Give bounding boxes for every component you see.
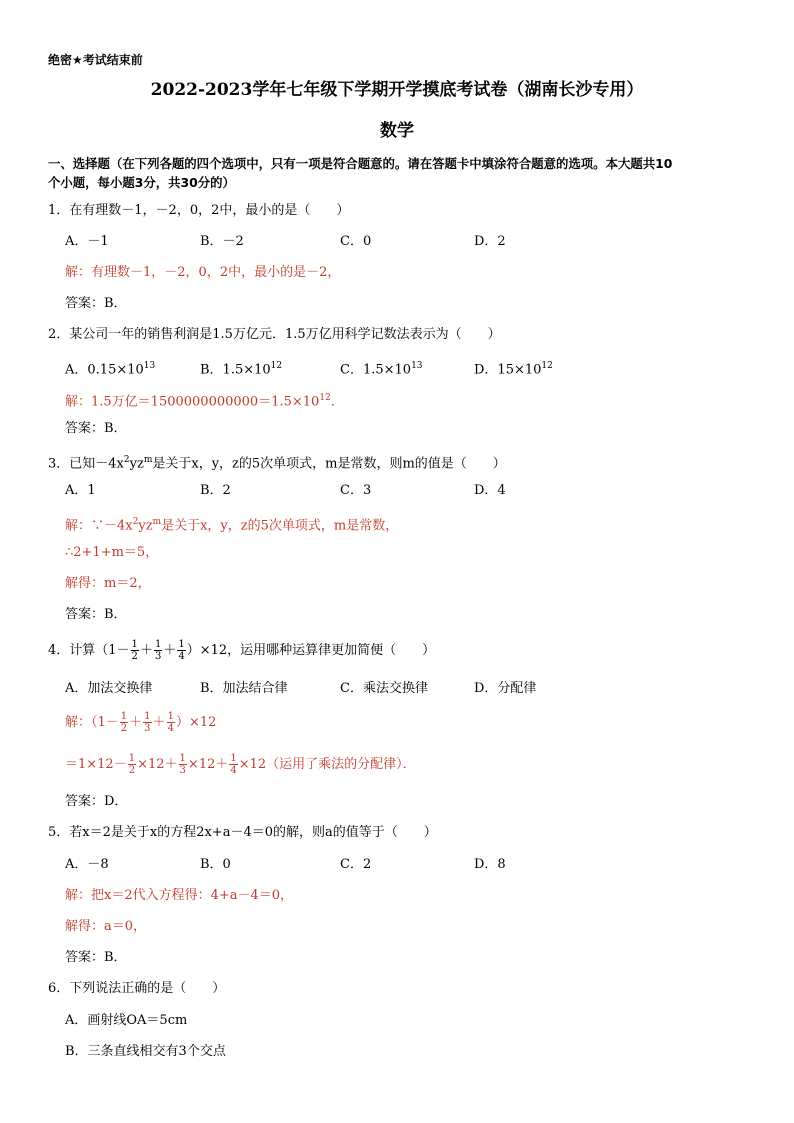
q3-solution-line1: 解：$\because-4x^2yz^m$是关于x，y，z的5次单项式，m是常数， (65, 517, 399, 534)
q5-option-a: A．－8 (65, 857, 109, 872)
q4-solution-line2: ＝1×12－ $\frac{1}{2}$ ×12＋ $\frac{1}{3}$ ×12＋ $\frac{1}{4}$ ×12（运用了乘法的分配律）． (65, 753, 416, 776)
fraction-one-half: $\frac{1}{2}$ (120, 711, 128, 734)
q5-solution-line2: 解得：a＝0， (65, 919, 147, 934)
fraction-one-third: $\frac{1}{3}$ (179, 753, 186, 776)
subject-title: 数学 (380, 121, 414, 141)
q1-option-d: D．2 (474, 234, 506, 249)
q3-answer: 答案：B． (65, 607, 127, 622)
q1-option-b: B．－2 (200, 234, 244, 249)
q6-option-b: B．三条直线相交有3个交点 (65, 1044, 226, 1059)
q2-option-c: C．$1.5\times 10^{13}$ (340, 361, 423, 378)
q4-stem: 4．计算（1－ $\frac{1}{2}$ ＋ $\frac{1}{3}$ ＋ $\frac{1}{4}$ ）×12，运用哪种运算律更加简便（ ） (48, 639, 436, 662)
q3-option-c: C．3 (340, 483, 372, 498)
q3-option-d: D．4 (474, 483, 506, 498)
confidential-mark: 绝密★考试结束前 (48, 53, 143, 67)
q5-stem: 5．若x＝2是关于x的方程2x+a－4＝0的解，则a的值等于（ ） (48, 825, 437, 840)
q2-stem: 2．某公司一年的销售利润是1.5万亿元．1.5万亿用科学记数法表示为（ ） (48, 327, 501, 342)
q1-solution: 解：有理数－1，－2，0，2中，最小的是－2， (65, 265, 341, 280)
fraction-one-third: $\frac{1}{3}$ (144, 711, 151, 734)
fraction-one-half: $\frac{1}{2}$ (128, 753, 136, 776)
q5-option-c: C．2 (340, 857, 372, 872)
q1-option-a: A．－1 (65, 234, 109, 249)
q3-option-b: B．2 (200, 483, 231, 498)
q2-option-a: A．$0.15\times 10^{13}$ (65, 361, 156, 378)
q6-option-a: A．画射线OA＝5cm (65, 1013, 188, 1028)
q3-solution-line3: 解得：m＝2， (65, 576, 151, 591)
q4-solution-line1: 解：（1－ $\frac{1}{2}$ ＋ $\frac{1}{3}$ ＋ $\frac{1}{4}$ ）×12 (65, 711, 217, 734)
section-heading-line2: 个小题，每小题3分，共30分的） (48, 175, 235, 190)
q1-option-c: C．0 (340, 234, 372, 249)
q4-option-c: C．乘法交换律 (340, 681, 428, 696)
q2-option-d: D．$15\times 10^{12}$ (474, 361, 553, 378)
q5-option-b: B．0 (200, 857, 231, 872)
q5-solution-line1: 解：把x＝2代入方程得：4+a－4＝0， (65, 888, 294, 903)
exam-title: 2022-2023学年七年级下学期开学摸底考试卷（湖南长沙专用） (150, 80, 644, 100)
q2-answer: 答案：B． (65, 421, 127, 436)
q3-option-a: A．1 (65, 483, 96, 498)
q4-option-a: A．加法交换律 (65, 681, 153, 696)
q6-stem: 6．下列说法正确的是（ ） (48, 981, 226, 996)
fraction-one-half: $\frac{1}{2}$ (131, 639, 138, 662)
q3-solution-line2: ∴2+1+m＝5， (65, 545, 159, 560)
q1-stem: 1．在有理数－1，－2，0，2中，最小的是（ ） (48, 203, 350, 218)
q2-option-b: B．$1.5\times 10^{12}$ (200, 361, 283, 378)
section-heading-line1: 一、选择题（在下列各题的四个选项中，只有一项是符合题意的。请在答题卡中填涂符合题意的选项。本大题共10 (48, 156, 673, 171)
q4-answer: 答案：D． (65, 794, 128, 809)
fraction-one-quarter: $\frac{1}{4}$ (167, 711, 174, 734)
q5-answer: 答案：B． (65, 950, 127, 965)
fraction-one-third: $\frac{1}{3}$ (154, 639, 162, 662)
fraction-one-quarter: $\frac{1}{4}$ (178, 639, 185, 662)
q3-stem: 3．已知$-4x^2yz^m$是关于x，y，z的5次单项式，m是常数，则m的值是（ ） (48, 455, 506, 472)
q5-option-d: D．8 (474, 857, 506, 872)
q1-answer: 答案：B． (65, 296, 127, 311)
q2-solution: 解：1.5万亿$=1500000000000=1.5\times 10^{12}$． (65, 393, 344, 410)
fraction-one-quarter: $\frac{1}{4}$ (230, 753, 237, 776)
q4-option-d: D．分配律 (474, 681, 537, 696)
q4-option-b: B．加法结合律 (200, 681, 288, 696)
